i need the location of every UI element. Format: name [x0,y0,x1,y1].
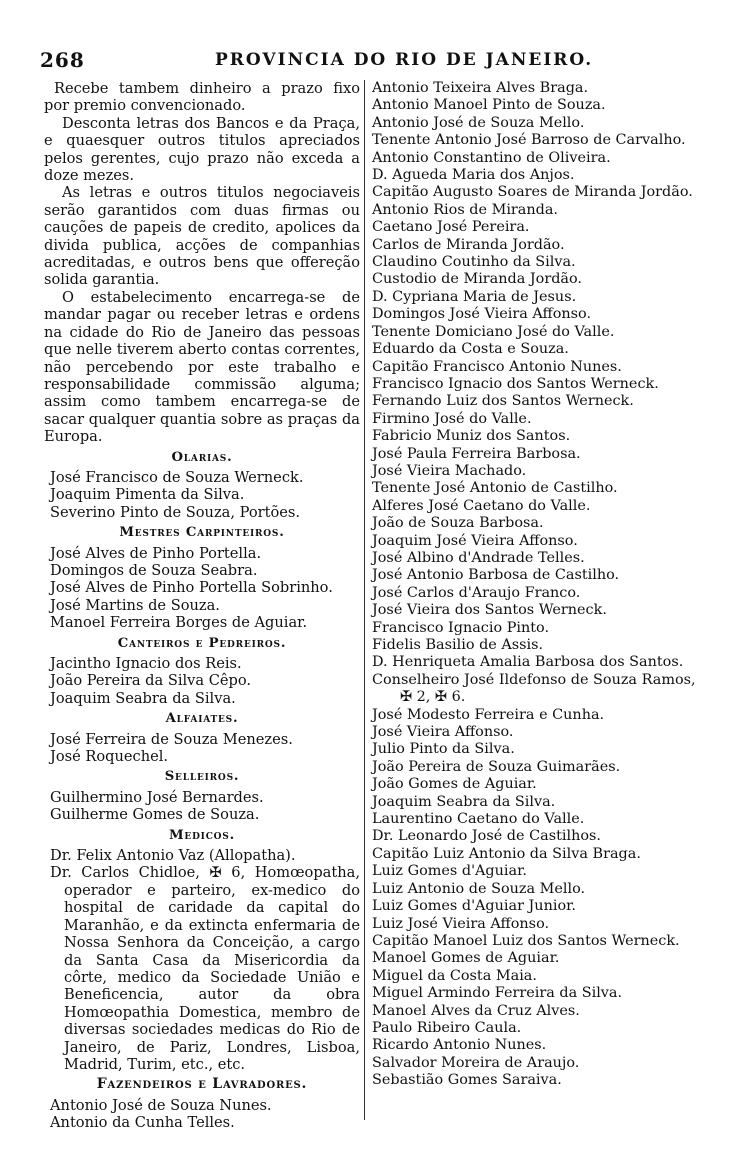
list-item: Fernando Luiz dos Santos Werneck. [372,393,634,410]
list-item: Joaquim José Vieira Affonso. [372,532,578,549]
list-item: Severino Pinto de Souza, Portões. [50,503,301,521]
list-item: João de Souza Barbosa. [372,515,544,532]
section-title-fazendeiros: Fazendeiros e Lavradores. [96,1076,308,1093]
list-item: Antonio José de Souza Mello. [372,114,585,131]
list-item: ✠ 2, ✠ 6. [400,689,466,706]
list-item: José Vieira dos Santos Werneck. [372,602,607,619]
list-item: Jacintho Ignacio dos Reis. [50,655,242,672]
list-item: Firmino José do Valle. [372,410,532,427]
list-item: José Vieira Machado. [372,462,527,479]
list-item: Eduardo da Costa e Souza. [372,341,569,358]
paragraph: As letras e outros titulos negociaveis serão garantidos com duas firmas ou cauções de papeis de credito, apolices da divida publica, acções de companhias acreditadas, e outros bens que offereção solida garantia. [44,184,360,289]
list-item: Luiz Gomes d'Aguiar. [372,863,527,880]
list-item: Dr. Felix Antonio Vaz (Allopatha). [50,847,296,865]
list-item: Fabricio Muniz dos Santos. [372,428,571,445]
list-item: Miguel Armindo Ferreira da Silva. [372,985,623,1002]
list-item: D. Henriqueta Amalia Barbosa dos Santos. [372,654,684,671]
list-item: José Ferreira de Souza Menezes. [50,730,293,748]
list-item: Conselheiro José Ildefonso de Souza Ramos, [372,671,696,688]
list-item: Manoel Ferreira Borges de Aguiar. [50,614,308,632]
list-item: José Alves de Pinho Portella. [50,544,262,562]
page-number: 268 [40,48,85,72]
left-column [44,80,360,1132]
list-item: Capitão Manoel Luiz dos Santos Werneck. [372,932,680,949]
list-item: Ricardo Antonio Nunes. [372,1037,547,1054]
list-item: Tenente José Antonio de Castilho. [372,480,618,497]
list-item: Antonio Manoel Pinto de Souza. [372,97,606,114]
list-item: Claudino Coutinho da Silva. [372,254,576,271]
list-item: José Martins de Souza. [50,596,220,614]
list-item: Fidelis Basilio de Assis. [372,637,544,653]
list-item: Domingos José Vieira Affonso. [372,306,592,323]
list-item: Manoel Alves da Cruz Alves. [372,1002,580,1019]
paragraph: Desconta letras dos Bancos e da Praça, e quaesquer outros titulos apreciados pelos gerentes, cujo prazo não exceda a doze mezes. [44,114,360,185]
list-item: D. Agueda Maria dos Anjos. [372,167,575,184]
section-title-selleiros: Selleiros. [164,769,240,785]
list-item: Antonio José de Souza Nunes. [50,1096,272,1114]
list-item: Capitão Augusto Soares de Miranda Jordão. [372,184,693,201]
list-item: Custodio de Miranda Jordão. [372,271,582,288]
list-item: João Pereira da Silva Cêpo. [50,672,252,690]
list-item: Antonio da Cunha Telles. [50,1114,235,1132]
list-item: Laurentino Caetano do Valle. [372,811,585,828]
running-title: PROVINCIA DO RIO DE JANEIRO. [215,50,594,70]
list-item: Miguel da Costa Maia. [372,967,537,984]
list-item: Salvador Moreira de Araujo. [372,1054,580,1071]
list-item: José Modesto Ferreira e Cunha. [372,706,605,723]
list-item: Antonio Rios de Miranda. [372,201,559,218]
list-item: Dr. Leonardo José de Castilhos. [372,828,601,845]
list-item: Joaquim Seabra da Silva. [372,793,556,810]
list-item: José Paula Ferreira Barbosa. [372,445,581,462]
list-item: Caetano José Pereira. [372,219,530,236]
page-header [40,48,700,74]
list-item: José Roquechel. [50,748,169,766]
list-item: Julio Pinto da Silva. [372,741,515,758]
list-item: Alferes José Caetano do Valle. [372,497,591,514]
column-divider [364,80,365,1120]
paragraph: Recebe tambem dinheiro a prazo fixo por premio convencionado. [44,80,360,115]
list-item: Luiz Antonio de Souza Mello. [372,880,586,897]
list-item: Domingos de Souza Seabra. [50,561,258,579]
list-item: Luiz José Vieira Affonso. [372,915,550,932]
paragraph: O estabelecimento encarrega-se de mandar pagar ou receber letras e ordens na cidade do Rio de Janeiro das pessoas que nelle tiverem aberto contas correntes, não percebendo por este trabalho e responsabilidade commissão alguma; assim como tambem encarrega-se de sacar qualquer quantia sobre as praças da Europa. [44,288,360,446]
list-item: Paulo Ribeiro Caula. [372,1019,522,1036]
list-item: Capitão Francisco Antonio Nunes. [372,358,622,375]
list-item: Francisco Ignacio dos Santos Werneck. [372,375,659,392]
right-column [370,80,696,1090]
section-title-mestres-carpinteiros: Mestres Carpinteiros. [119,525,285,541]
section-title-medicos: Medicos. [169,827,235,843]
list-item: José Vieira Affonso. [372,724,514,741]
list-item: José Antonio Barbosa de Castilho. [372,567,620,584]
section-title-alfaiates: Alfaiates. [165,711,239,727]
list-item: Guilherme Gomes de Souza. [50,806,260,824]
list-item: Guilhermino José Bernardes. [50,788,264,806]
list-item: Tenente Antonio José Barroso de Carvalho. [372,132,686,149]
list-item: Antonio Teixeira Alves Braga. [372,80,589,96]
list-item: Francisco Ignacio Pinto. [372,619,550,636]
list-item: José Carlos d'Araujo Franco. [372,584,581,601]
list-item: Joaquim Pimenta da Silva. [50,486,245,504]
list-item: Antonio Constantino de Oliveira. [372,149,611,166]
list-item: Manoel Gomes de Aguiar. [372,950,560,967]
list-item: José Alves de Pinho Portella Sobrinho. [50,579,333,597]
list-item: D. Cypriana Maria de Jesus. [372,288,577,305]
list-item: Sebastião Gomes Saraiva. [372,1072,562,1089]
list-item: Luiz Gomes d'Aguiar Junior. [372,898,576,915]
list-item: João Pereira de Souza Guimarães. [372,758,621,775]
list-item: Carlos de Miranda Jordão. [372,236,565,253]
list-item: Capitão Luiz Antonio da Silva Braga. [372,845,641,862]
list-item: Tenente Domiciano José do Valle. [372,323,615,340]
list-item: Joaquim Seabra da Silva. [50,689,236,707]
list-item: José Francisco de Souza Werneck. [50,468,304,486]
list-item: José Albino d'Andrade Telles. [372,549,585,566]
list-item: João Gomes de Aguiar. [372,776,537,793]
section-title-olarias: Olarias. [171,449,233,465]
list-item: Dr. Carlos Chidloe, ✠ 6, Homœopatha, operador e parteiro, ex-medico do hospital de caridade da capital do Maranhão, e da extincta enfermaria de Nossa Senhora da Conceição, a cargo da Santa Casa da Misericordia da côrte, medico da Sociedade União e Beneficencia, autor da obra Homœopathia Domestica, membro de diversas sociedades medicas do Rio de Janeiro, de Pariz, Londres, Lisboa, Madrid, Turim, etc., etc. [50,864,360,1073]
section-title-canteiros: Canteiros e Pedreiros. [117,635,287,651]
